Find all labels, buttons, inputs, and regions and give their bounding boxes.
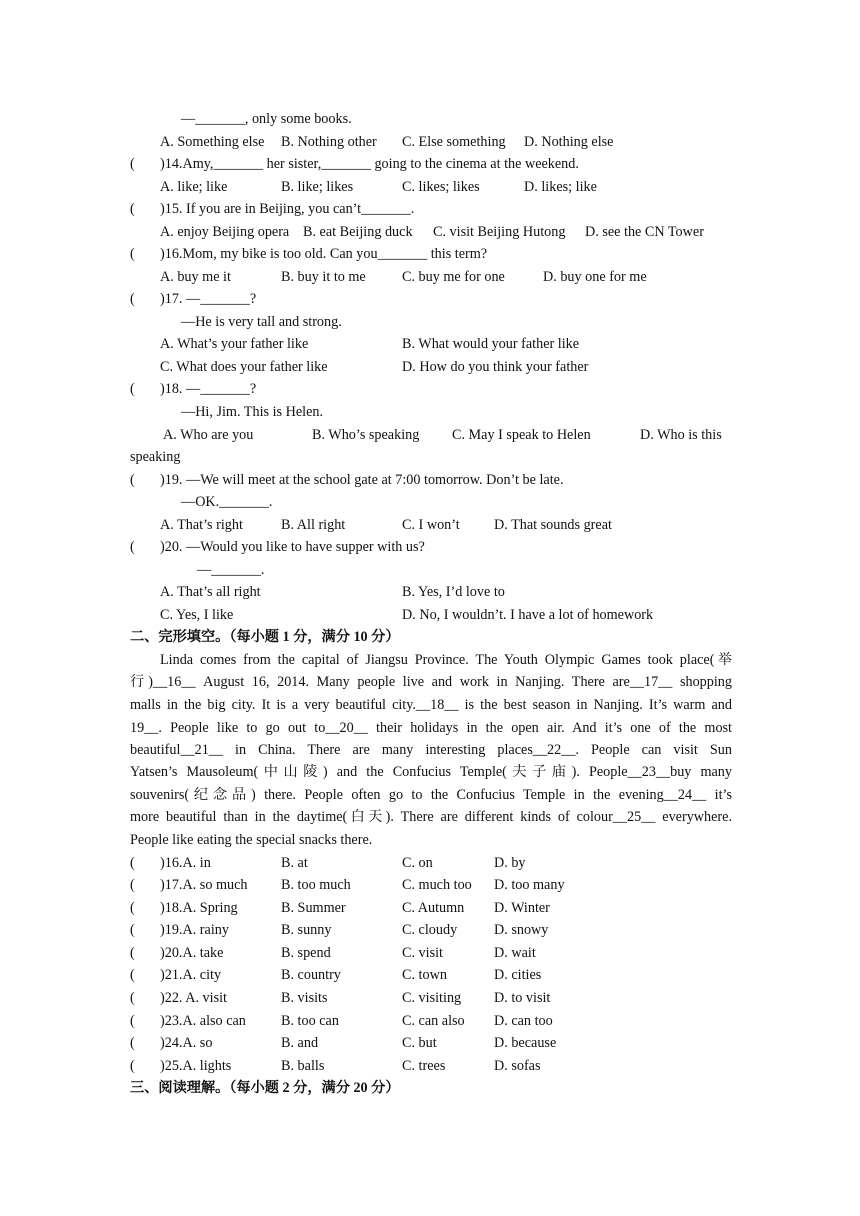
cloze-18-a: )18.A. Spring — [160, 900, 238, 916]
q13-option-b: B. Nothing other — [281, 134, 377, 150]
cloze-20-paren: ( — [130, 945, 135, 961]
cloze-23-b: B. too can — [281, 1013, 339, 1029]
cloze-24-d: D. because — [494, 1035, 557, 1051]
q20-paren: ( — [130, 539, 135, 555]
cloze-17-c: C. much too — [402, 877, 472, 893]
cloze-24-paren: ( — [130, 1035, 135, 1051]
q14-option-d: D. likes; like — [524, 179, 597, 195]
q18-paren: ( — [130, 381, 135, 397]
cloze-21-paren: ( — [130, 967, 135, 983]
q19-option-a: A. That’s right — [160, 517, 243, 533]
q18-option-a: A. Who are you — [163, 427, 254, 443]
q20-option-a: A. That’s all right — [160, 584, 261, 600]
cloze-21-d: D. cities — [494, 967, 542, 983]
q16-option-b: B. buy it to me — [281, 269, 366, 285]
passage-line-8: more beautiful than in the daytime(白天). There are different kinds of colour__25__ everywhere. — [130, 809, 732, 825]
passage-line-2: 行)__16__ August 16, 2014. Many people live and work in Nanjing. There are__17__ shopping — [130, 674, 732, 690]
cloze-25-d: D. sofas — [494, 1058, 541, 1074]
q18-reply: —Hi, Jim. This is Helen. — [181, 404, 324, 420]
q16-paren: ( — [130, 246, 135, 262]
q14-option-b: B. like; likes — [281, 179, 354, 195]
q15-option-c: C. visit Beijing Hutong — [433, 224, 566, 240]
cloze-24-c: C. but — [402, 1035, 437, 1051]
q13-option-d: D. Nothing else — [524, 134, 614, 150]
cloze-18-d: D. Winter — [494, 900, 550, 916]
q17-option-d: D. How do you think your father — [402, 359, 589, 375]
q18-option-c: C. May I speak to Helen — [452, 427, 591, 443]
q18-option-d-wrap: speaking — [130, 449, 181, 465]
passage-line-5: beautiful__21__ in China. There are many interesting places__22__. People can visit Sun — [130, 742, 732, 758]
passage-line-1: Linda comes from the capital of Jiangsu Province. The Youth Olympic Games took place(举 — [160, 652, 732, 668]
cloze-16-b: B. at — [281, 855, 308, 871]
passage-line-9: People like eating the special snacks there. — [130, 832, 373, 848]
q18-option-b: B. Who’s speaking — [312, 427, 420, 443]
passage-line-3: malls in the big city. It is a very beautiful city.__18__ is the best season in Nanjing. It’s warm and — [130, 697, 732, 713]
cloze-20-b: B. spend — [281, 945, 331, 961]
q13-answer-line: —_______, only some books. — [181, 111, 352, 127]
cloze-19-a: )19.A. rainy — [160, 922, 229, 938]
cloze-17-d: D. too many — [494, 877, 565, 893]
q17-paren: ( — [130, 291, 135, 307]
cloze-22-a: )22. A. visit — [160, 990, 228, 1006]
q19-option-d: D. That sounds great — [494, 517, 612, 533]
q17-stem: )17. —_______? — [160, 291, 257, 307]
cloze-18-c: C. Autumn — [402, 900, 465, 916]
q17-option-c: C. What does your father like — [160, 359, 328, 375]
cloze-16-paren: ( — [130, 855, 135, 871]
q15-paren: ( — [130, 201, 135, 217]
q13-option-a: A. Something else — [160, 134, 265, 150]
cloze-21-b: B. country — [281, 967, 341, 983]
q18-stem: )18. —_______? — [160, 381, 257, 397]
q20-option-c: C. Yes, I like — [160, 607, 234, 623]
q19-reply: —OK._______. — [181, 494, 273, 510]
cloze-24-a: )24.A. so — [160, 1035, 213, 1051]
cloze-20-c: C. visit — [402, 945, 443, 961]
q17-option-b: B. What would your father like — [402, 336, 580, 352]
cloze-19-b: B. sunny — [281, 922, 332, 938]
q14-option-a: A. like; like — [160, 179, 228, 195]
q14-paren: ( — [130, 156, 135, 172]
q20-reply: —_______. — [197, 562, 265, 578]
cloze-24-b: B. and — [281, 1035, 319, 1051]
cloze-19-paren: ( — [130, 922, 135, 938]
q20-option-b: B. Yes, I’d love to — [402, 584, 505, 600]
q16-stem: )16.Mom, my bike is too old. Can you_______ this term? — [160, 246, 488, 262]
cloze-22-b: B. visits — [281, 990, 328, 1006]
q16-option-a: A. buy me it — [160, 269, 231, 285]
q14-stem: )14.Amy,_______ her sister,_______ going to the cinema at the weekend. — [160, 156, 579, 172]
cloze-23-a: )23.A. also can — [160, 1013, 246, 1029]
q14-option-c: C. likes; likes — [402, 179, 480, 195]
q19-option-c: C. I won’t — [402, 517, 460, 533]
cloze-19-d: D. snowy — [494, 922, 549, 938]
cloze-25-paren: ( — [130, 1058, 135, 1074]
cloze-17-paren: ( — [130, 877, 135, 893]
cloze-17-b: B. too much — [281, 877, 351, 893]
passage-line-6: Yatsen’s Mausoleum(中山陵) and the Confucius Temple(夫子庙). People__23__buy many — [130, 764, 732, 780]
q15-option-b: B. eat Beijing duck — [303, 224, 413, 240]
cloze-22-paren: ( — [130, 990, 135, 1006]
cloze-21-a: )21.A. city — [160, 967, 222, 983]
q15-option-d: D. see the CN Tower — [585, 224, 704, 240]
cloze-20-d: D. wait — [494, 945, 536, 961]
q20-stem: )20. —Would you like to have supper with us? — [160, 539, 425, 555]
q16-option-d: D. buy one for me — [543, 269, 647, 285]
section-3-heading: 三、阅读理解。（每小题 2 分，满分 20 分） — [130, 1080, 400, 1096]
passage-line-7: souvenirs(纪念品) there. People often go to the Confucius Temple in the evening__24__ it’s — [130, 787, 732, 803]
cloze-16-d: D. by — [494, 855, 526, 871]
q15-option-a: A. enjoy Beijing opera — [160, 224, 290, 240]
cloze-16-c: C. on — [402, 855, 433, 871]
cloze-25-a: )25.A. lights — [160, 1058, 232, 1074]
cloze-23-paren: ( — [130, 1013, 135, 1029]
q13-option-c: C. Else something — [402, 134, 506, 150]
q19-stem: )19. —We will meet at the school gate at 7:00 tomorrow. Don’t be late. — [160, 472, 564, 488]
cloze-19-c: C. cloudy — [402, 922, 458, 938]
section-2-heading: 二、完形填空。（每小题 1 分，满分 10 分） — [130, 629, 400, 645]
cloze-22-c: C. visiting — [402, 990, 462, 1006]
q15-stem: )15. If you are in Beijing, you can’t_______. — [160, 201, 415, 217]
cloze-25-c: C. trees — [402, 1058, 446, 1074]
cloze-17-a: )17.A. so much — [160, 877, 248, 893]
q18-option-d: D. Who is this — [640, 427, 722, 443]
q19-paren: ( — [130, 472, 135, 488]
cloze-18-paren: ( — [130, 900, 135, 916]
cloze-18-b: B. Summer — [281, 900, 346, 916]
cloze-20-a: )20.A. take — [160, 945, 224, 961]
q19-option-b: B. All right — [281, 517, 346, 533]
cloze-16-a: )16.A. in — [160, 855, 211, 871]
cloze-23-d: D. can too — [494, 1013, 553, 1029]
q20-option-d: D. No, I wouldn’t. I have a lot of homework — [402, 607, 654, 623]
q17-option-a: A. What’s your father like — [160, 336, 309, 352]
cloze-23-c: C. can also — [402, 1013, 465, 1029]
q16-option-c: C. buy me for one — [402, 269, 505, 285]
passage-line-4: 19__. People like to go out to__20__ their holidays in the open air. And it’s one of the most — [130, 720, 732, 736]
q17-reply: —He is very tall and strong. — [181, 314, 342, 330]
cloze-22-d: D. to visit — [494, 990, 551, 1006]
cloze-25-b: B. balls — [281, 1058, 325, 1074]
cloze-21-c: C. town — [402, 967, 447, 983]
